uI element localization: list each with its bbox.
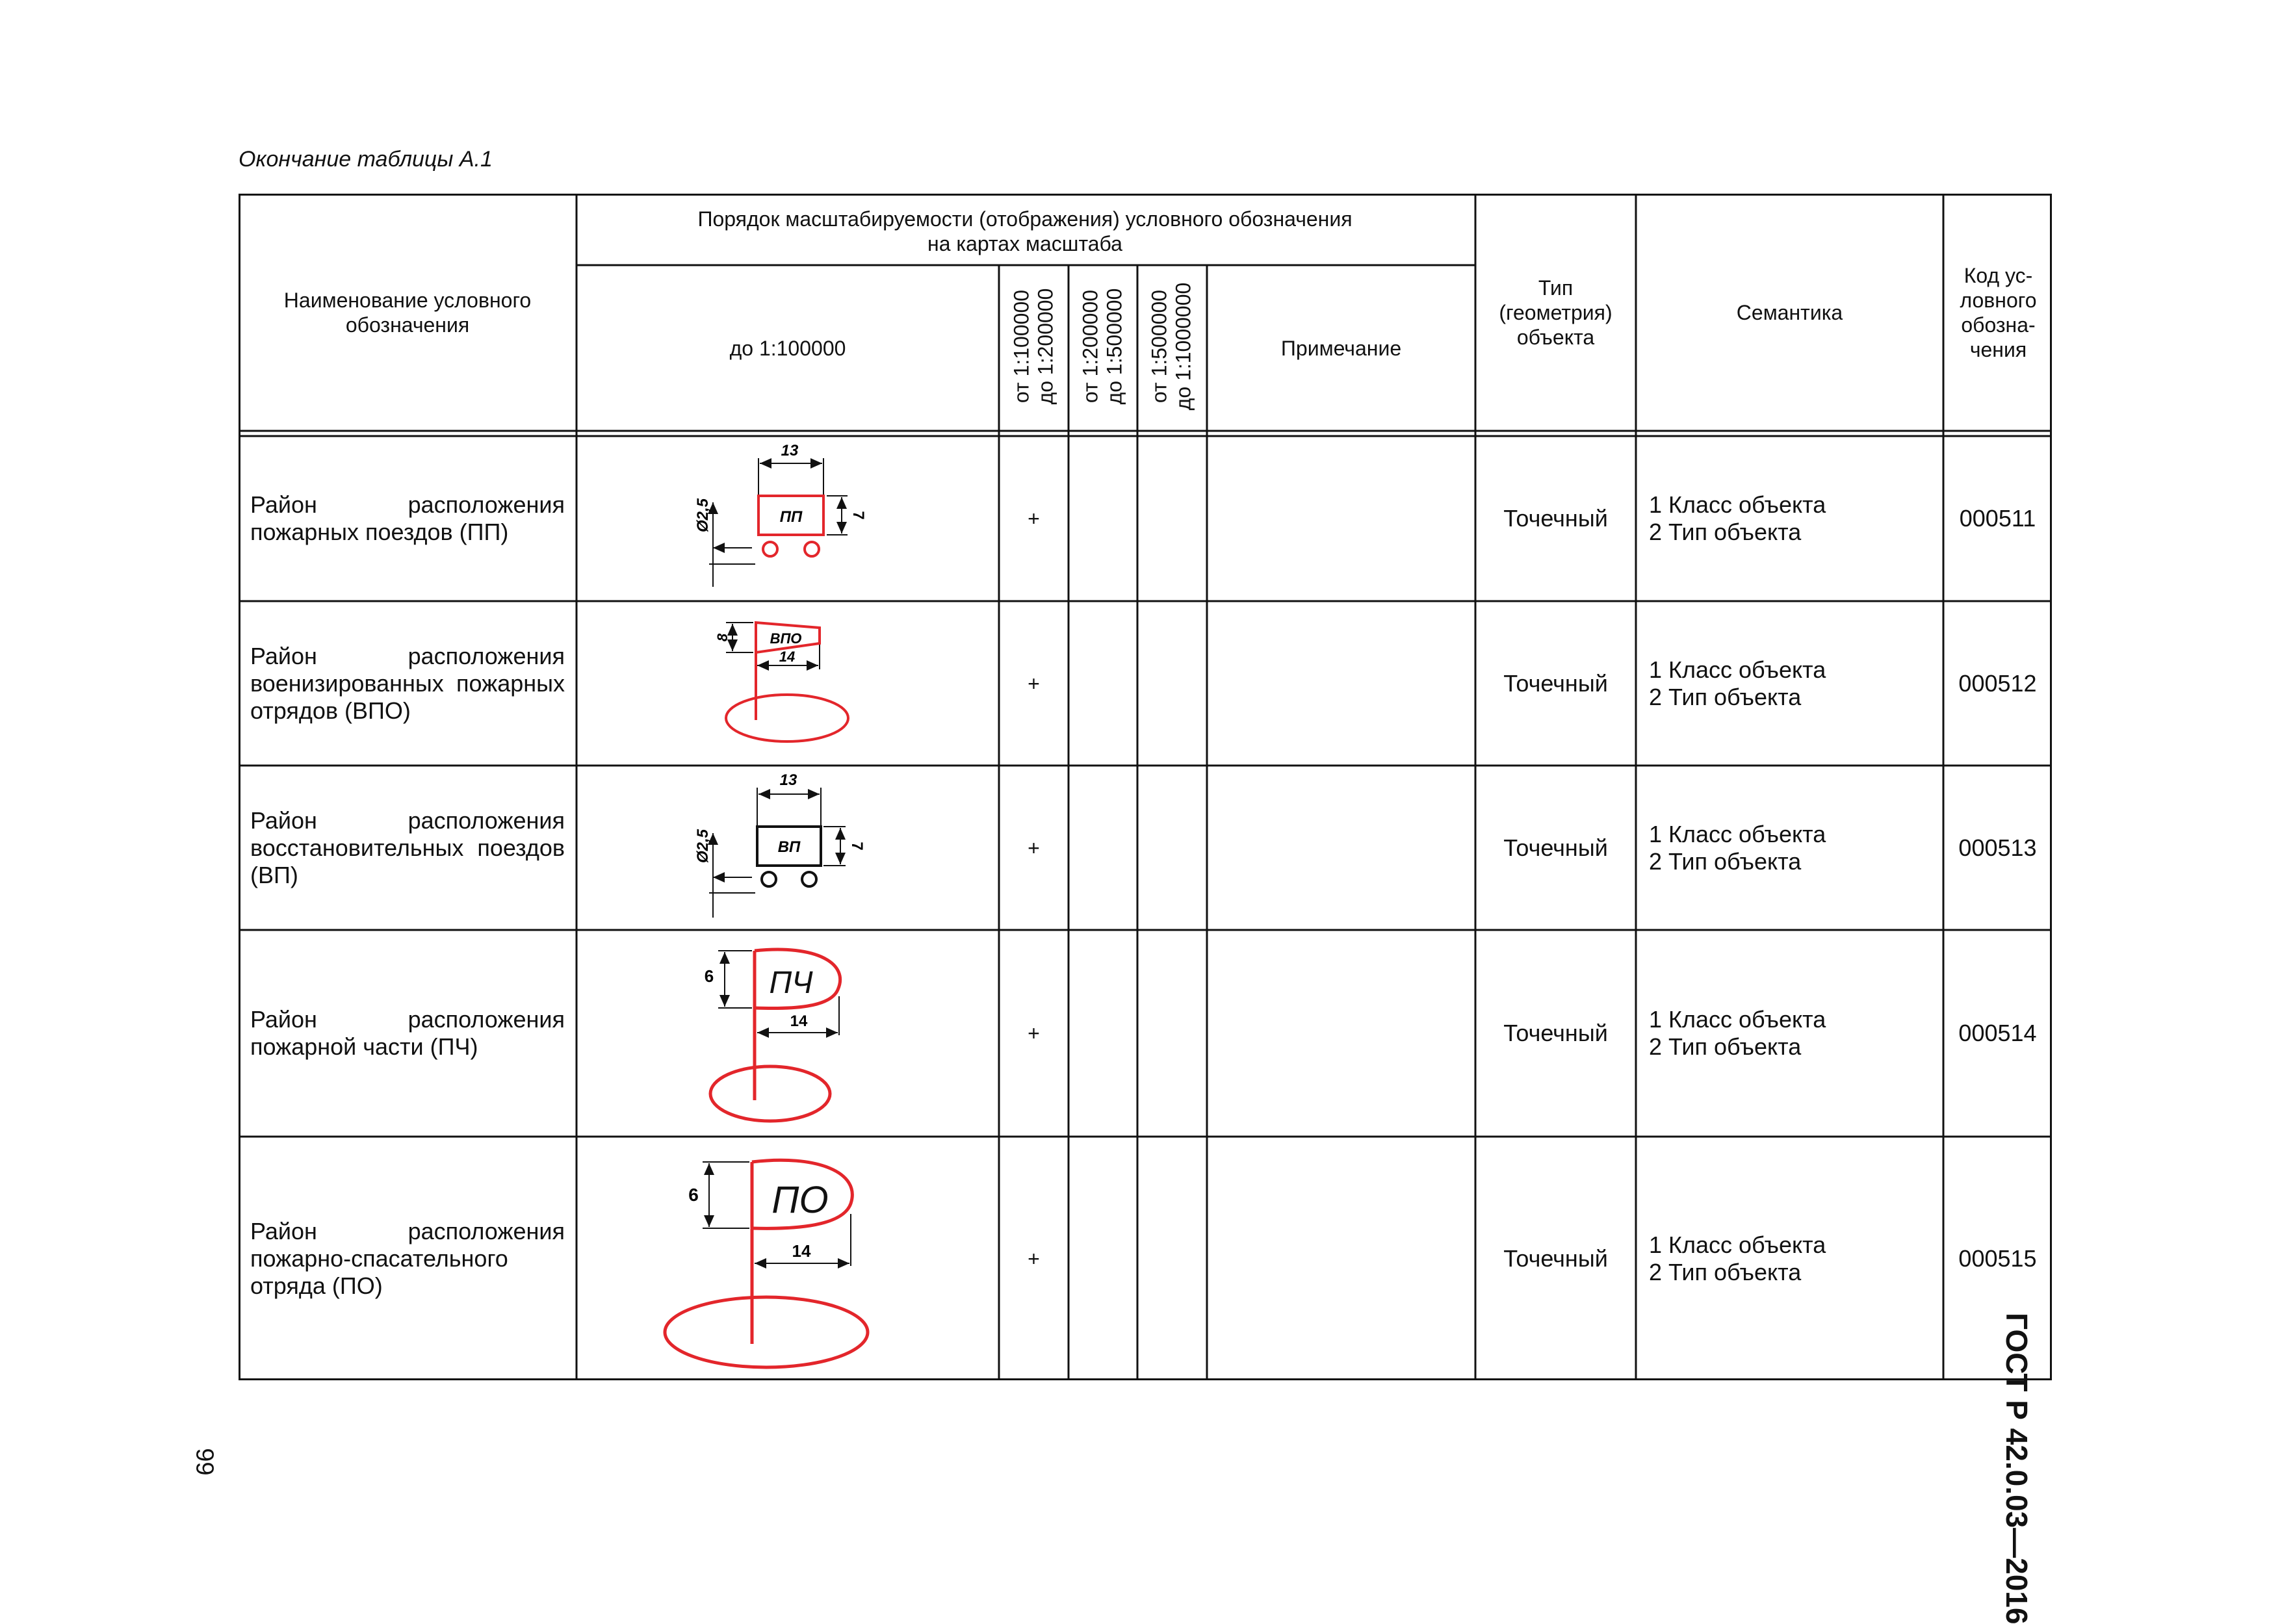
dim-height: 6 — [688, 1185, 699, 1205]
dim-width: 14 — [779, 649, 796, 665]
semantics-list: 1 Класс объекта 2 Тип объекта — [1649, 1231, 1826, 1285]
code-value: 000513 — [1958, 834, 2037, 861]
symbol-label: ПЧ — [769, 966, 813, 1000]
row-name: Район расположения пожарной части (ПЧ) — [250, 1006, 565, 1060]
dim-width: 14 — [790, 1012, 808, 1030]
dim-diameter: Ø2,5 — [694, 829, 712, 864]
fire-train-symbol — [693, 442, 867, 593]
symbol-label: ВПО — [770, 630, 802, 647]
header-note: Примечание — [1280, 336, 1402, 360]
row-name: Район расположения восстановительных поездов (ВП) — [250, 806, 565, 888]
header-geometry: Тип (геометрия) объекта — [1499, 276, 1613, 349]
geometry-value: Точечный — [1503, 834, 1608, 861]
standard-designation: ГОСТ Р 42.0.03—2016 — [2000, 1313, 2034, 1624]
header-scale-group: Порядок масштабируемости (отображения) условного обозначения на картах масштаба — [697, 207, 1353, 255]
geometry-value: Точечный — [1503, 505, 1608, 532]
dim-height: 7 — [848, 842, 866, 851]
code-value: 000512 — [1958, 669, 2037, 697]
table-caption: Окончание таблицы А.1 — [239, 147, 493, 172]
symbol-label: ПП — [779, 508, 803, 526]
header-name: Наименование условного обозначения — [283, 288, 532, 337]
row-name: Район расположения военизированных пожарных отрядов (ВПО) — [250, 642, 565, 724]
header-code: Код ус-ловного обозна-чения — [1960, 263, 2037, 361]
dim-height: 8 — [714, 633, 731, 642]
code-value: 000515 — [1958, 1244, 2037, 1272]
geometry-value: Точечный — [1503, 1020, 1608, 1046]
scale-mark: + — [1028, 836, 1040, 860]
symbols-table — [239, 194, 2052, 1380]
fire-station-flag-symbol — [687, 938, 882, 1133]
paramilitary-flag-symbol — [706, 610, 875, 759]
dim-width: 14 — [792, 1241, 811, 1261]
semantics-list: 1 Класс объекта 2 Тип объекта — [1649, 1006, 1826, 1060]
dim-height: 6 — [704, 966, 714, 986]
header-col-100k: до 1:100000 — [729, 336, 846, 360]
header-col-500k-1m: от 1:500000 до 1:1000000 — [1147, 282, 1195, 411]
dim-width: 13 — [781, 442, 799, 459]
rescue-squad-flag-symbol — [661, 1149, 882, 1376]
code-value: 000511 — [1959, 505, 2036, 532]
geometry-value: Точечный — [1503, 669, 1608, 697]
semantics-list: 1 Класс объекта 2 Тип объекта — [1649, 491, 1826, 545]
dim-diameter: Ø2,5 — [694, 498, 712, 533]
header-semantics: Семантика — [1736, 300, 1843, 324]
row-name: Район расположения пожарных поездов (ПП) — [250, 491, 565, 545]
dim-height: 7 — [849, 511, 867, 520]
header-col-200-500k: от 1:200000 до 1:500000 — [1078, 288, 1126, 405]
page-number: 66 — [192, 1448, 220, 1476]
scale-mark: + — [1028, 671, 1040, 695]
symbol-label: ПО — [771, 1179, 829, 1221]
scale-mark: + — [1028, 1022, 1040, 1045]
symbol-label: ВП — [777, 838, 801, 856]
row-name: Район расположения пожарно-спасательного отряда (ПО) — [250, 1217, 565, 1299]
semantics-list: 1 Класс объекта 2 Тип объекта — [1649, 820, 1826, 875]
recovery-train-symbol — [693, 771, 866, 923]
geometry-value: Точечный — [1503, 1244, 1608, 1272]
dim-width: 13 — [779, 771, 797, 789]
code-value: 000514 — [1958, 1020, 2037, 1046]
scale-mark: + — [1028, 1246, 1040, 1270]
header-col-100-200k: от 1:100000 до 1:200000 — [1009, 288, 1057, 405]
semantics-list: 1 Класс объекта 2 Тип объекта — [1649, 656, 1826, 710]
scale-mark: + — [1028, 507, 1040, 530]
